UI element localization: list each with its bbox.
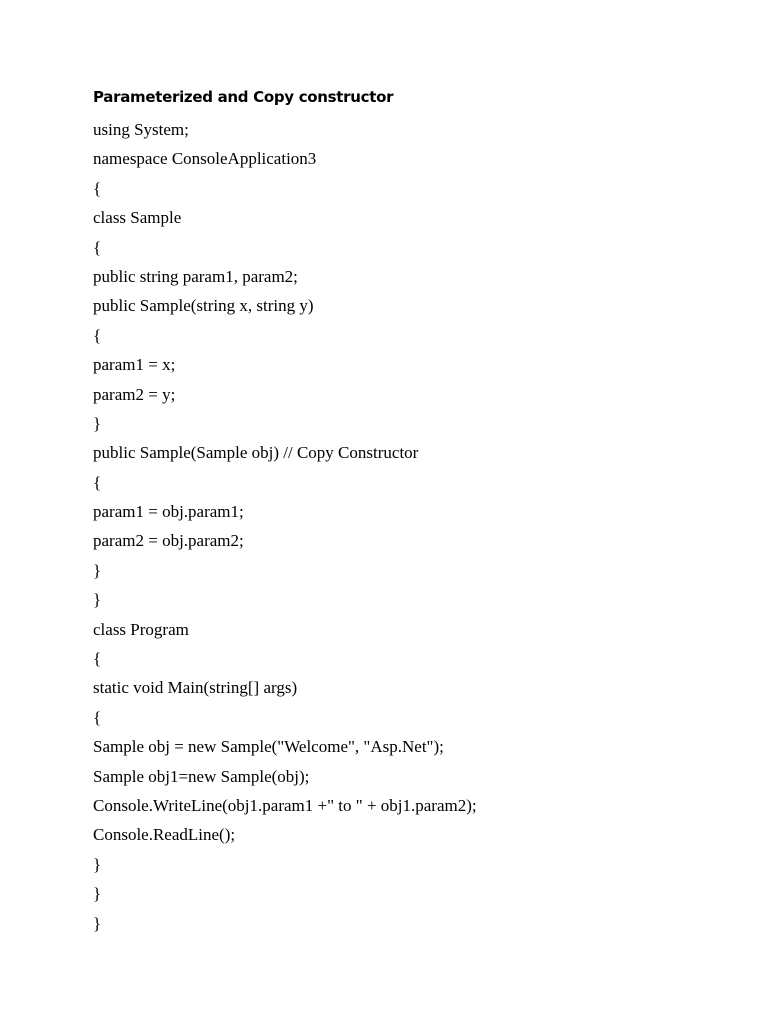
code-listing xyxy=(93,115,477,938)
code-line: public string param1, param2; xyxy=(93,266,298,286)
code-line: { xyxy=(93,178,102,198)
code-line: } xyxy=(93,560,102,580)
code-line: } xyxy=(93,854,102,874)
code-line: public Sample(string x, string y) xyxy=(93,296,314,316)
code-line: } xyxy=(93,590,102,610)
code-line: Console.WriteLine(obj1.param1 +" to " + obj1.param2); xyxy=(93,795,477,815)
code-line: } xyxy=(93,413,102,433)
code-line: static void Main(string[] args) xyxy=(93,678,298,698)
code-line: param2 = y; xyxy=(93,384,176,404)
code-line: { xyxy=(93,649,102,669)
code-line: param1 = obj.param1; xyxy=(93,502,244,522)
code-line: public Sample(Sample obj) // Copy Constructor xyxy=(93,443,419,463)
code-line: Sample obj = new Sample("Welcome", "Asp.Net"); xyxy=(93,737,444,757)
code-line: { xyxy=(93,472,102,492)
code-line: Sample obj1=new Sample(obj); xyxy=(93,766,310,786)
document-heading: Parameterized and Copy constructor xyxy=(93,88,394,106)
code-line: class Sample xyxy=(93,208,182,228)
code-line: } xyxy=(93,884,102,904)
code-line: param1 = x; xyxy=(93,355,176,375)
code-line: class Program xyxy=(93,619,189,639)
code-line: Console.ReadLine(); xyxy=(93,825,236,845)
code-line: param2 = obj.param2; xyxy=(93,531,244,551)
code-line: { xyxy=(93,707,102,727)
code-line: namespace ConsoleApplication3 xyxy=(93,149,317,169)
code-line: { xyxy=(93,325,102,345)
code-line: using System; xyxy=(93,120,189,139)
code-line: { xyxy=(93,237,102,257)
code-line: } xyxy=(93,913,102,933)
